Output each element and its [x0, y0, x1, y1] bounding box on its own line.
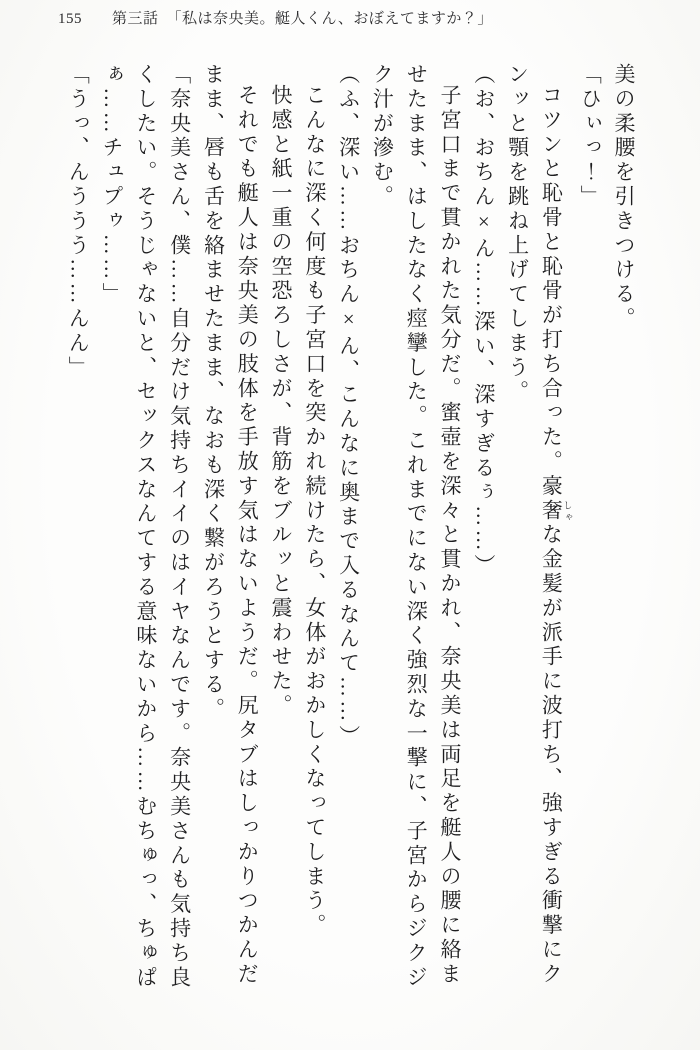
paragraph: 美の柔腰を引きつける。: [612, 63, 636, 332]
paragraph: 「ひぃっ！」: [578, 63, 603, 210]
paragraph: コツンと恥骨と恥骨が打ち合った。豪奢 しゃな金髪が派手に波打ち、強すぎる衝撃にクンッと顎を跳ね上げてしまう。: [505, 63, 573, 987]
page-number: 155: [58, 11, 82, 27]
paragraph: 子宮口まで貫かれた気分だ。蜜壺を深々と貫かれ、奈央美は両足を艇人の腰に絡ませたまま、はしたなく痙攣した。これまでにない深く強烈な一撃に、子宮からジクジク汁が滲む。: [370, 63, 463, 991]
paragraph: 「奈央美さん、僕……自分だけ気持ちイイのはイヤなんです。奈央美さんも気持ち良くしたい。そうじゃないと、セックスなんてする意味ないから……むちゅっ、ちゅぱぁ……チュプゥ……」: [100, 63, 192, 991]
chapter-title: 第三話 「私は奈央美。艇人くん、おぼえてますか？」: [112, 11, 493, 27]
paragraph: 「うっ、んううう……んん」: [66, 63, 91, 381]
body-text: [60, 63, 640, 1007]
page-header: [58, 7, 493, 28]
paragraph: こんなに深く何度も子宮口を突かれ続けたら、女体がおかしくなってしまう。: [302, 84, 327, 938]
paragraph: （お、おちん×ん……深い、深すぎるぅ……）: [471, 63, 496, 579]
paragraph: 快感と紙一重の空恐ろしさが、背筋をブルッと震わせた。: [269, 84, 294, 719]
paragraph: それでも艇人は奈央美の肢体を手放す気はないようだ。尻タブはしっかりつかんだまま、唇も舌を絡ませたまま、なおも深く繋がろうとする。: [201, 63, 260, 987]
paragraph: （ふ、深い……おちん×ん、こんなに奥まで入るなんて……）: [336, 63, 361, 750]
